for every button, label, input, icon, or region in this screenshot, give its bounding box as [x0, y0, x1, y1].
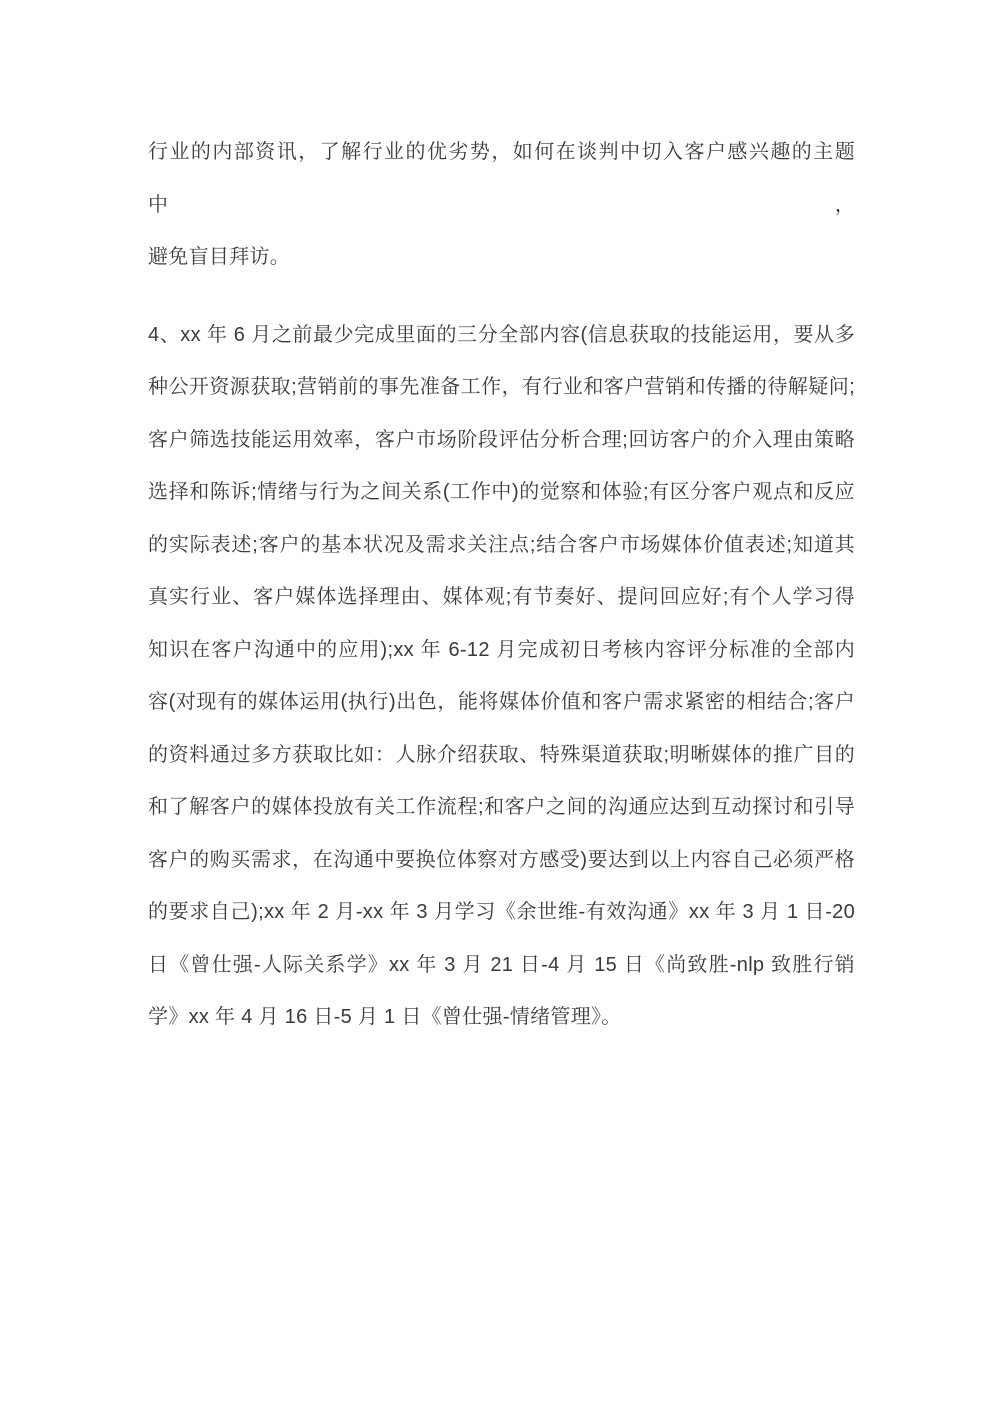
- text-line: 学》xx 年 4 月 16 日-5 月 1 日《曾仕强-情绪管理》。: [148, 1006, 622, 1028]
- paragraph-1: [148, 126, 855, 284]
- text-line: 的实际表述;客户的基本状况及需求关注点;结合客户市场媒体价值表述;知道其: [148, 533, 855, 556]
- text-line: 真实行业、客户媒体选择理由、媒体观;有节奏好、提问回应好;有个人学习得: [148, 586, 855, 608]
- text-line: 行业的内部资讯，了解行业的优劣势，如何在谈判中切入客户感兴趣的主题中，: [148, 141, 855, 216]
- text-line: 的资料通过多方获取比如：人脉介绍获取、特殊渠道获取;明晰媒体的推广目的: [148, 743, 855, 766]
- text-line: 的要求自己);xx 年 2 月-xx 年 3 月学习《余世维-有效沟通》xx 年 3 月 1 日-20: [148, 901, 855, 923]
- text-line: 和了解客户的媒体投放有关工作流程;和客户之间的沟通应达到互动探讨和引导: [148, 796, 855, 818]
- text-line: 选择和陈诉;情绪与行为之间关系(工作中)的觉察和体验;有区分客户观点和反应: [148, 481, 855, 503]
- text-line: 知识在客户沟通中的应用);xx 年 6-12 月完成初日考核内容评分标准的全部内: [148, 638, 855, 661]
- text-line: 容(对现有的媒体运用(执行)出色，能将媒体价值和客户需求紧密的相结合;客户: [148, 691, 855, 713]
- text-line: 避免盲目拜访。: [148, 246, 291, 268]
- text-line: 4、xx 年 6 月之前最少完成里面的三分全部内容(信息获取的技能运用，要从多: [148, 323, 855, 346]
- text-line: 日《曾仕强-人际关系学》xx 年 3 月 21 日-4 月 15 日《尚致胜-nlp 致胜行销: [148, 953, 855, 976]
- text-line: 客户的购买需求，在沟通中要换位体察对方感受)要达到以上内容自己必须严格: [148, 848, 855, 871]
- paragraph-2: [148, 309, 855, 1044]
- text-line: 客户筛选技能运用效率，客户市场阶段评估分析合理;回访客户的介入理由策略: [148, 428, 855, 451]
- text-line: 种公开资源获取;营销前的事先准备工作，有行业和客户营销和传播的待解疑问;: [148, 376, 855, 398]
